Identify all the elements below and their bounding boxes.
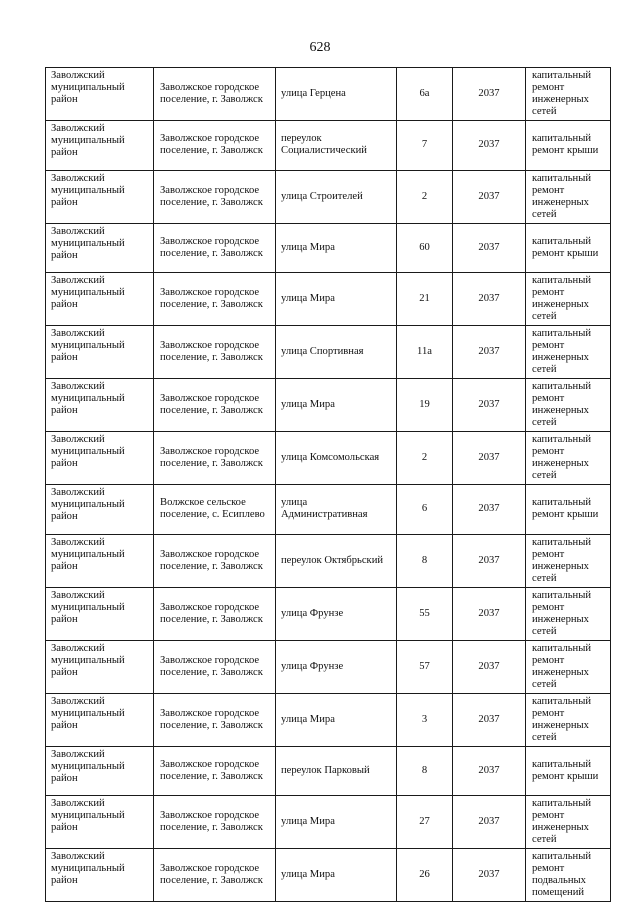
year-cell: 2037 [453,796,526,849]
table-row [46,432,611,485]
house-number-cell: 21 [397,273,453,326]
work-type-cell: капитальный ремонт инженерных сетей [526,587,611,640]
table-row [46,121,611,171]
street-cell: улица Мира [276,273,397,326]
settlement-cell: Заволжское городское поселение, г. Заволжск [154,273,276,326]
district-cell: Заволжский муниципальный район [46,223,154,273]
street-cell: переулок Октябрьский [276,534,397,587]
year-cell: 2037 [453,587,526,640]
table-row [46,170,611,223]
house-number-cell: 57 [397,640,453,693]
table-row [46,68,611,121]
table-row [46,746,611,796]
work-type-cell: капитальный ремонт крыши [526,746,611,796]
district-cell: Заволжский муниципальный район [46,326,154,379]
settlement-cell: Заволжское городское поселение, г. Заволжск [154,693,276,746]
street-cell: улица Фрунзе [276,640,397,693]
street-cell: улица Строителей [276,170,397,223]
district-cell: Заволжский муниципальный район [46,534,154,587]
street-cell: переулок Парковый [276,746,397,796]
year-cell: 2037 [453,379,526,432]
district-cell: Заволжский муниципальный район [46,170,154,223]
district-cell: Заволжский муниципальный район [46,273,154,326]
table-body [46,68,611,902]
street-cell: улица Спортивная [276,326,397,379]
district-cell: Заволжский муниципальный район [46,693,154,746]
year-cell: 2037 [453,273,526,326]
work-type-cell: капитальный ремонт инженерных сетей [526,170,611,223]
street-cell: улица Фрунзе [276,587,397,640]
house-number-cell: 6а [397,68,453,121]
work-type-cell: капитальный ремонт крыши [526,121,611,171]
year-cell: 2037 [453,746,526,796]
settlement-cell: Волжское сельское поселение, с. Есиплево [154,485,276,535]
district-cell: Заволжский муниципальный район [46,68,154,121]
district-cell: Заволжский муниципальный район [46,849,154,902]
house-number-cell: 27 [397,796,453,849]
work-type-cell: капитальный ремонт инженерных сетей [526,796,611,849]
work-type-cell: капитальный ремонт крыши [526,485,611,535]
district-cell: Заволжский муниципальный район [46,746,154,796]
settlement-cell: Заволжское городское поселение, г. Заволжск [154,326,276,379]
settlement-cell: Заволжское городское поселение, г. Заволжск [154,121,276,171]
house-number-cell: 19 [397,379,453,432]
table-row [46,273,611,326]
table-row [46,326,611,379]
house-number-cell: 2 [397,432,453,485]
settlement-cell: Заволжское городское поселение, г. Заволжск [154,640,276,693]
settlement-cell: Заволжское городское поселение, г. Заволжск [154,223,276,273]
house-number-cell: 8 [397,746,453,796]
district-cell: Заволжский муниципальный район [46,485,154,535]
district-cell: Заволжский муниципальный район [46,796,154,849]
street-cell: улица Комсомольская [276,432,397,485]
work-type-cell: капитальный ремонт инженерных сетей [526,273,611,326]
settlement-cell: Заволжское городское поселение, г. Заволжск [154,746,276,796]
street-cell: улица Административная [276,485,397,535]
district-cell: Заволжский муниципальный район [46,640,154,693]
year-cell: 2037 [453,432,526,485]
settlement-cell: Заволжское городское поселение, г. Заволжск [154,587,276,640]
table-row [46,379,611,432]
settlement-cell: Заволжское городское поселение, г. Заволжск [154,432,276,485]
street-cell: улица Мира [276,796,397,849]
work-type-cell: капитальный ремонт инженерных сетей [526,534,611,587]
table-row [46,849,611,902]
year-cell: 2037 [453,693,526,746]
district-cell: Заволжский муниципальный район [46,587,154,640]
street-cell: улица Мира [276,223,397,273]
table-row [46,693,611,746]
work-type-cell: капитальный ремонт инженерных сетей [526,326,611,379]
settlement-cell: Заволжское городское поселение, г. Заволжск [154,534,276,587]
house-number-cell: 3 [397,693,453,746]
work-type-cell: капитальный ремонт инженерных сетей [526,640,611,693]
table-row [46,640,611,693]
street-cell: переулок Социалистический [276,121,397,171]
year-cell: 2037 [453,849,526,902]
street-cell: улица Мира [276,379,397,432]
street-cell: улица Мира [276,849,397,902]
house-number-cell: 6 [397,485,453,535]
year-cell: 2037 [453,326,526,379]
table-row [46,534,611,587]
district-cell: Заволжский муниципальный район [46,432,154,485]
settlement-cell: Заволжское городское поселение, г. Заволжск [154,796,276,849]
register-table [45,67,611,902]
table-row [46,587,611,640]
page-number: 628 [309,40,331,55]
table-row [46,485,611,535]
table-row [46,223,611,273]
district-cell: Заволжский муниципальный район [46,121,154,171]
settlement-cell: Заволжское городское поселение, г. Заволжск [154,849,276,902]
house-number-cell: 55 [397,587,453,640]
year-cell: 2037 [453,170,526,223]
year-cell: 2037 [453,223,526,273]
work-type-cell: капитальный ремонт крыши [526,223,611,273]
work-type-cell: капитальный ремонт инженерных сетей [526,379,611,432]
street-cell: улица Герцена [276,68,397,121]
settlement-cell: Заволжское городское поселение, г. Заволжск [154,379,276,432]
work-type-cell: капитальный ремонт подвальных помещений [526,849,611,902]
work-type-cell: капитальный ремонт инженерных сетей [526,68,611,121]
street-cell: улица Мира [276,693,397,746]
house-number-cell: 11а [397,326,453,379]
year-cell: 2037 [453,640,526,693]
table-row [46,796,611,849]
settlement-cell: Заволжское городское поселение, г. Заволжск [154,170,276,223]
year-cell: 2037 [453,534,526,587]
district-cell: Заволжский муниципальный район [46,379,154,432]
house-number-cell: 26 [397,849,453,902]
house-number-cell: 7 [397,121,453,171]
year-cell: 2037 [453,485,526,535]
work-type-cell: капитальный ремонт инженерных сетей [526,693,611,746]
house-number-cell: 60 [397,223,453,273]
house-number-cell: 8 [397,534,453,587]
year-cell: 2037 [453,121,526,171]
work-type-cell: капитальный ремонт инженерных сетей [526,432,611,485]
settlement-cell: Заволжское городское поселение, г. Заволжск [154,68,276,121]
house-number-cell: 2 [397,170,453,223]
year-cell: 2037 [453,68,526,121]
